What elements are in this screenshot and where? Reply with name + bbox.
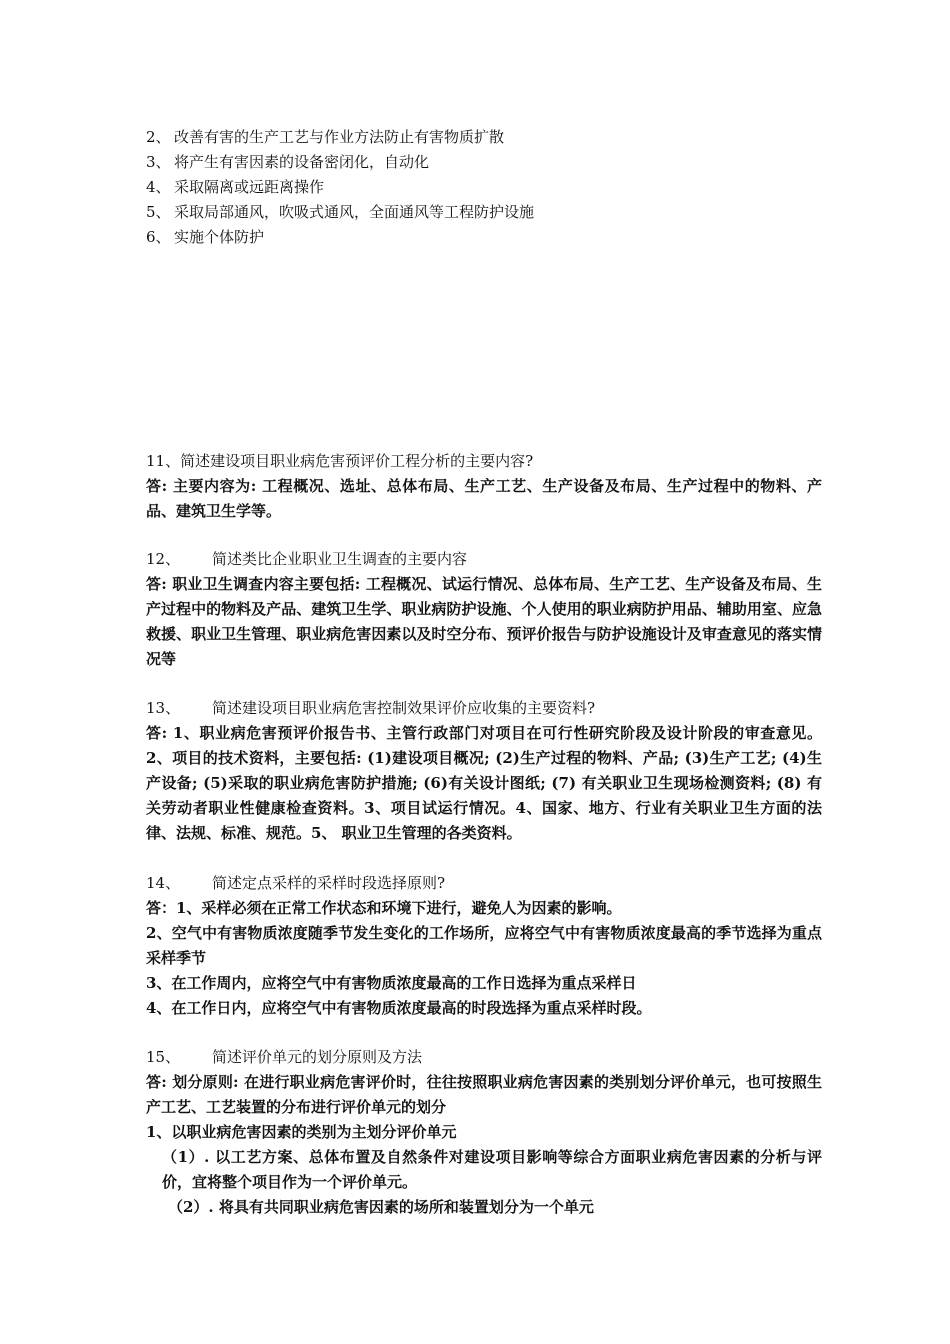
answer-14 bbox=[146, 896, 822, 1021]
list-item: 6、 实施个体防护 bbox=[146, 228, 265, 246]
answer-12: 答: 职业卫生调查内容主要包括: 工程概况、试运行情况、总体布局、生产工艺、生产设备及布局、生产过程中的物料及产品、建筑卫生学、职业病防护设施、个人使用的职业病防护用品、辅助用室、应急救援、职业卫生管理、职业病危害因素以及时空分布、预评价报告与防护设施设计及审查意见的落实情况等 bbox=[146, 575, 822, 668]
question-11-block bbox=[146, 449, 822, 524]
answer-14-line: 2、空气中有害物质浓度随季节发生变化的工作场所，应将空气中有害物质浓度最高的季节选择为重点采样季节 bbox=[146, 924, 822, 967]
answer-15-line: （1）. 以工艺方案、总体布置及自然条件对建设项目影响等综合方面职业病危害因素的分析与评价，宜将整个项目作为一个评价单元。 bbox=[162, 1148, 822, 1191]
answer-11: 答: 主要内容为: 工程概况、选址、总体布局、生产工艺、生产设备及布局、生产过程中的物料、产品、建筑卫生学等。 bbox=[146, 477, 822, 520]
protection-measures-list bbox=[146, 125, 826, 250]
question-13: 13、 简述建设项目职业病危害控制效果评价应收集的主要资料? bbox=[146, 699, 596, 717]
question-13-block bbox=[146, 696, 822, 846]
question-14-block bbox=[146, 871, 822, 1021]
answer-15 bbox=[146, 1070, 822, 1220]
question-12: 12、 简述类比企业职业卫生调查的主要内容 bbox=[146, 550, 468, 568]
question-15: 15、 简述评价单元的划分原则及方法 bbox=[146, 1048, 423, 1066]
list-item: 2、 改善有害的生产工艺与作业方法防止有害物质扩散 bbox=[146, 128, 505, 146]
list-item: 3、 将产生有害因素的设备密闭化，自动化 bbox=[146, 153, 430, 171]
question-11: 11、简述建设项目职业病危害预评价工程分析的主要内容? bbox=[146, 452, 534, 470]
list-item: 4、 采取隔离或远距离操作 bbox=[146, 178, 325, 196]
answer-14-line: 答：1、采样必须在正常工作状态和环境下进行，避免人为因素的影响。 bbox=[146, 899, 622, 917]
list-item: 5、 采取局部通风，吹吸式通风，全面通风等工程防护设施 bbox=[146, 203, 535, 221]
answer-14-line: 4、在工作日内，应将空气中有害物质浓度最高的时段选择为重点采样时段。 bbox=[146, 999, 652, 1017]
question-14: 14、 简述定点采样的采样时段选择原则? bbox=[146, 874, 446, 892]
question-15-block bbox=[146, 1045, 822, 1220]
answer-15-line: 1、以职业病危害因素的类别为主划分评价单元 bbox=[146, 1123, 457, 1141]
answer-15-line: （2）. 将具有共同职业病危害因素的场所和装置划分为一个单元 bbox=[168, 1198, 594, 1216]
question-12-block bbox=[146, 547, 822, 672]
answer-13: 答: 1、职业病危害预评价报告书、主管行政部门对项目在可行性研究阶段及设计阶段的审查意见。2、项目的技术资料，主要包括: (1)建设项目概况; (2)生产过程的物料、产品; (3)生产工艺; (4)生产设备; (5)采取的职业病危害防护措施; (6)有关设计图纸; (7) 有关职业卫生现场检测资料; (8) 有关劳动者职业性健康检查资料。3、项目试运行情况。4、国家、地方、行业有关职业卫生方面的法律、法规、标准、规范。5、 职业卫生管理的各类资料。 bbox=[146, 724, 822, 842]
answer-15-line: 答: 划分原则: 在进行职业病危害评价时，往往按照职业病危害因素的类别划分评价单元，也可按照生产工艺、工艺装置的分布进行评价单元的划分 bbox=[146, 1073, 822, 1116]
answer-14-line: 3、在工作周内，应将空气中有害物质浓度最高的工作日选择为重点采样日 bbox=[146, 974, 637, 992]
